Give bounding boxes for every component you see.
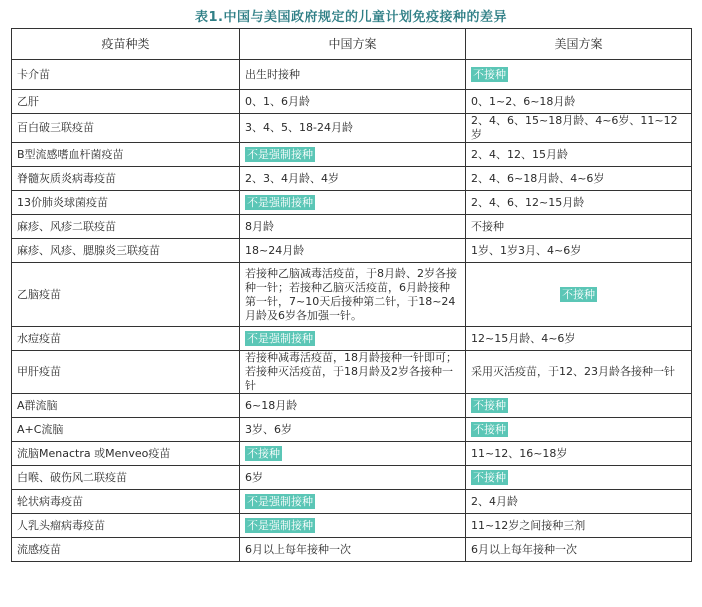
china-highlight-label: 不是强制接种	[247, 518, 313, 532]
china-plan-cell: 2、3、4月龄、4岁	[240, 167, 466, 191]
table-row	[12, 239, 692, 263]
usa-plan-cell: 6月以上每年接种一次	[466, 538, 692, 562]
table-row	[12, 490, 692, 514]
usa-plan-cell: 2、4、6、15~18月龄、4~6岁、11~12岁	[466, 114, 692, 143]
china-highlight-label: 不是强制接种	[247, 147, 313, 161]
usa-plan-cell	[466, 466, 692, 490]
table-row	[12, 466, 692, 490]
table-row	[12, 114, 692, 143]
china-highlight-label: 不是强制接种	[247, 195, 313, 209]
china-plan-cell: 若接种减毒活疫苗，18月龄接种一针即可；若接种灭活疫苗，于18月龄及2岁各接种一针	[240, 351, 466, 394]
china-plan-cell: 18~24月龄	[240, 239, 466, 263]
china-plan-cell: 6~18月龄	[240, 394, 466, 418]
table-row	[12, 60, 692, 90]
usa-plan-cell: 12~15月龄、4~6岁	[466, 327, 692, 351]
usa-plan-cell	[466, 394, 692, 418]
usa-plan-cell: 1岁、1岁3月、4~6岁	[466, 239, 692, 263]
vaccine-cell: 轮状病毒疫苗	[12, 490, 240, 514]
china-plan-cell: 3、4、5、18-24月龄	[240, 114, 466, 143]
vaccine-cell: 乙肝	[12, 90, 240, 114]
vaccine-cell: A群流脑	[12, 394, 240, 418]
usa-highlight-label: 不接种	[473, 422, 506, 436]
china-plan-cell	[240, 490, 466, 514]
vaccine-cell: 流脑Menactra 或Menveo疫苗	[12, 442, 240, 466]
header-china: 中国方案	[240, 29, 466, 60]
china-plan-cell	[240, 442, 466, 466]
usa-plan-cell: 2、4、6~18月龄、4~6岁	[466, 167, 692, 191]
china-highlight-label: 不是强制接种	[247, 494, 313, 508]
table-row	[12, 418, 692, 442]
china-plan-cell: 若接种乙脑减毒活疫苗，于8月龄、2岁各接种一针；若接种乙脑灭活疫苗，6月龄接种第一针，7~10天后接种第二针，于18~24月龄及6岁各加强一针。	[240, 263, 466, 327]
china-plan-cell	[240, 514, 466, 538]
usa-plan-cell: 采用灭活疫苗，于12、23月龄各接种一针	[466, 351, 692, 394]
header-row	[12, 29, 692, 60]
table-row	[12, 215, 692, 239]
china-plan-cell: 出生时接种	[240, 60, 466, 90]
usa-highlight-label: 不接种	[473, 398, 506, 412]
china-plan-cell	[240, 327, 466, 351]
table-title: 表1.中国与美国政府规定的儿童计划免疫接种的差异	[195, 10, 507, 25]
china-plan-cell: 3岁、6岁	[240, 418, 466, 442]
vaccine-cell: 乙脑疫苗	[12, 263, 240, 327]
table-row	[12, 263, 692, 327]
vaccine-comparison-table	[11, 28, 692, 562]
usa-plan-cell	[466, 418, 692, 442]
header-vaccine: 疫苗种类	[12, 29, 240, 60]
vaccine-cell: 麻疹、风疹、腮腺炎三联疫苗	[12, 239, 240, 263]
usa-plan-cell	[466, 60, 692, 90]
china-plan-cell	[240, 191, 466, 215]
vaccine-cell: 流感疫苗	[12, 538, 240, 562]
usa-plan-cell: 2、4、12、15月龄	[466, 143, 692, 167]
vaccine-cell: 麻疹、风疹二联疫苗	[12, 215, 240, 239]
china-highlight-label: 不接种	[247, 446, 280, 460]
vaccine-cell: 脊髓灰质炎病毒疫苗	[12, 167, 240, 191]
usa-plan-cell	[466, 263, 692, 327]
vaccine-cell: 13价肺炎球菌疫苗	[12, 191, 240, 215]
table-row	[12, 514, 692, 538]
usa-plan-cell: 11~12岁之间接种三剂	[466, 514, 692, 538]
usa-highlight-label: 不接种	[473, 67, 506, 81]
china-plan-cell: 6岁	[240, 466, 466, 490]
table-row	[12, 442, 692, 466]
vaccine-cell: 人乳头瘤病毒疫苗	[12, 514, 240, 538]
usa-plan-cell: 11~12、16~18岁	[466, 442, 692, 466]
usa-plan-cell: 2、4月龄	[466, 490, 692, 514]
table-row	[12, 90, 692, 114]
vaccine-cell: 水痘疫苗	[12, 327, 240, 351]
table-row	[12, 191, 692, 215]
usa-highlight-label: 不接种	[473, 470, 506, 484]
table-row	[12, 394, 692, 418]
usa-plan-cell: 0、1~2、6~18月龄	[466, 90, 692, 114]
usa-plan-cell: 2、4、6、12~15月龄	[466, 191, 692, 215]
vaccine-cell: 白喉、破伤风二联疫苗	[12, 466, 240, 490]
table-row	[12, 538, 692, 562]
usa-plan-cell: 不接种	[466, 215, 692, 239]
vaccine-cell: 卡介苗	[12, 60, 240, 90]
china-highlight-label: 不是强制接种	[247, 331, 313, 345]
china-plan-cell: 6月以上每年接种一次	[240, 538, 466, 562]
header-usa: 美国方案	[466, 29, 692, 60]
vaccine-cell: 甲肝疫苗	[12, 351, 240, 394]
vaccine-cell: 百白破三联疫苗	[12, 114, 240, 143]
table-row	[12, 167, 692, 191]
vaccine-cell: A+C流脑	[12, 418, 240, 442]
usa-highlight-label: 不接种	[562, 287, 595, 301]
china-plan-cell: 8月龄	[240, 215, 466, 239]
table-row	[12, 351, 692, 394]
china-plan-cell	[240, 143, 466, 167]
vaccine-cell: B型流感嗜血杆菌疫苗	[12, 143, 240, 167]
table-row	[12, 327, 692, 351]
table-row	[12, 143, 692, 167]
china-plan-cell: 0、1、6月龄	[240, 90, 466, 114]
table-body	[12, 60, 692, 562]
